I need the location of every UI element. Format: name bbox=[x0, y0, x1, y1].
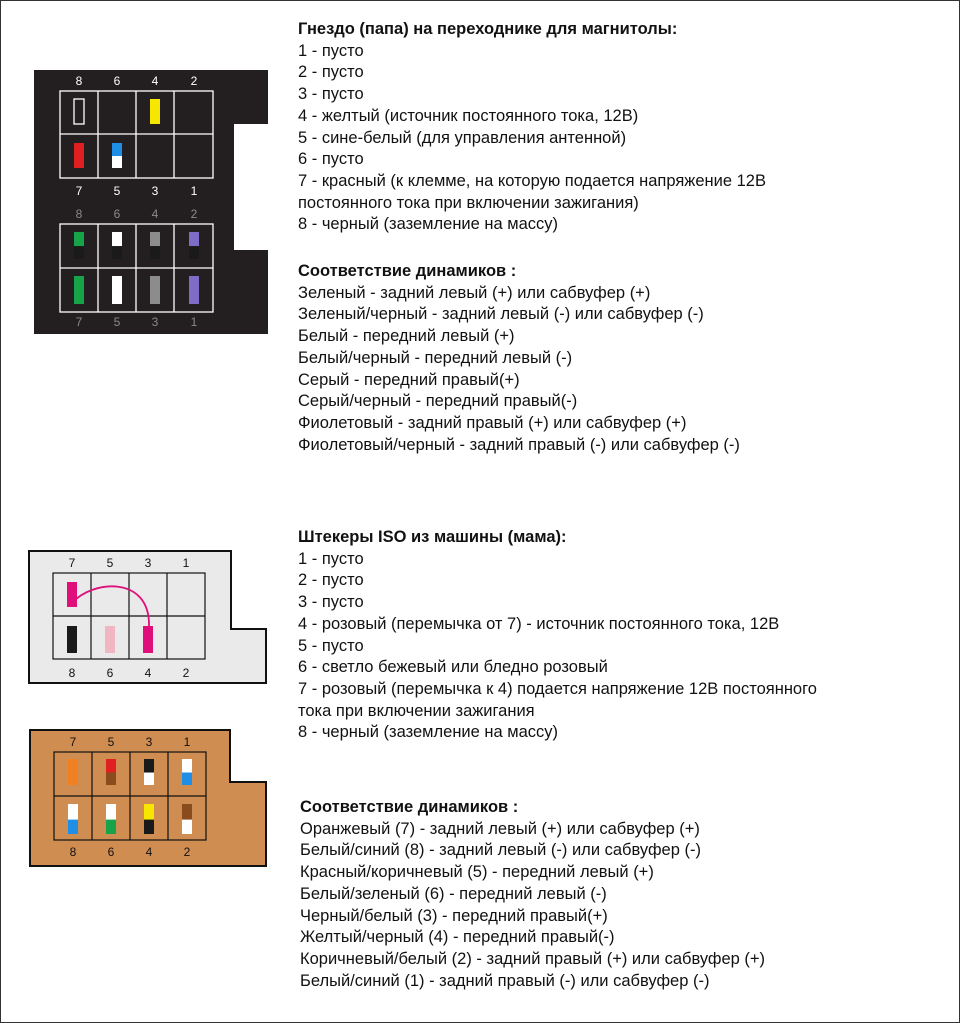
wire-marker bbox=[150, 99, 160, 124]
car-speaker-line: Белый/зеленый (6) - передний левый (-) bbox=[300, 884, 607, 903]
wire-marker bbox=[105, 626, 115, 653]
pin-number: 4 bbox=[144, 666, 152, 680]
pin-number: 3 bbox=[151, 184, 159, 198]
socket-title: Гнездо (папа) на переходнике для магнитолы: bbox=[298, 20, 678, 38]
wire-stripe bbox=[182, 773, 192, 785]
wire-stripe bbox=[68, 820, 78, 834]
wire-stripe bbox=[106, 820, 116, 834]
pin-number: 5 bbox=[113, 184, 121, 198]
plug-pin-line: 2 - пусто bbox=[298, 571, 364, 590]
pin-number: 5 bbox=[106, 556, 114, 570]
pin-number: 2 bbox=[190, 74, 198, 88]
pin-number: 8 bbox=[69, 845, 77, 859]
car-power-plug-body bbox=[29, 551, 266, 683]
wire-marker bbox=[74, 143, 84, 168]
pin-number: 7 bbox=[75, 184, 83, 198]
wire-stripe bbox=[74, 246, 84, 259]
wire-stripe bbox=[189, 246, 199, 259]
pin-number: 8 bbox=[68, 666, 76, 680]
wire-marker bbox=[143, 626, 153, 653]
wire-stripe bbox=[112, 156, 122, 168]
wire-marker bbox=[150, 276, 160, 304]
pin-number: 7 bbox=[69, 735, 77, 749]
plug-pin-line: 8 - черный (заземление на массу) bbox=[298, 723, 559, 742]
socket-pin-line: 7 - красный (к клемме, на которую подается напряжение 12В bbox=[298, 171, 766, 190]
plug-pin-line: 7 - розовый (перемычка к 4) подается напряжение 12В постоянного bbox=[298, 679, 817, 698]
pin-number: 6 bbox=[113, 207, 121, 221]
pin-number: 2 bbox=[182, 666, 190, 680]
pin-number: 1 bbox=[182, 556, 190, 570]
wire-marker bbox=[189, 276, 199, 304]
pin-number: 7 bbox=[68, 556, 76, 570]
pin-number: 1 bbox=[190, 315, 198, 329]
socket-pin-line: постоянного тока при включении зажигания) bbox=[298, 193, 639, 212]
wire-marker bbox=[67, 626, 77, 653]
socket-pin-line: 4 - желтый (источник постоянного тока, 12В) bbox=[298, 106, 639, 125]
pin-number: 8 bbox=[75, 74, 83, 88]
pin-number: 6 bbox=[113, 74, 121, 88]
wire-stripe bbox=[182, 820, 192, 834]
wire-marker bbox=[68, 759, 78, 785]
plugs-title: Штекеры ISO из машины (мама): bbox=[298, 528, 567, 546]
wire-marker bbox=[112, 276, 122, 304]
pin-number: 6 bbox=[106, 666, 114, 680]
wire-stripe bbox=[112, 246, 122, 259]
speaker-line: Фиолетовый/черный - задний правый (-) или сабвуфер (-) bbox=[298, 435, 740, 454]
plug-pin-line: 5 - пусто bbox=[298, 636, 364, 655]
plug-pin-line: 6 - светло бежевый или бледно розовый bbox=[298, 658, 608, 677]
pin-number: 6 bbox=[107, 845, 115, 859]
pin-number: 1 bbox=[190, 184, 198, 198]
socket-pin-line: 2 - пусто bbox=[298, 63, 364, 82]
socket-pin-line: 3 - пусто bbox=[298, 85, 364, 104]
wire-stripe bbox=[150, 246, 160, 259]
pin-number: 3 bbox=[144, 556, 152, 570]
wire-marker bbox=[74, 99, 84, 124]
pin-number: 2 bbox=[190, 207, 198, 221]
socket-pin-line: 1 - пусто bbox=[298, 41, 364, 60]
pin-number: 1 bbox=[183, 735, 191, 749]
plug-pin-line: 1 - пусто bbox=[298, 549, 364, 568]
speaker-line: Белый - передний левый (+) bbox=[298, 327, 515, 346]
wire-stripe bbox=[106, 773, 116, 785]
speaker-line: Зеленый - задний левый (+) или сабвуфер (+) bbox=[298, 283, 651, 302]
pin-number: 8 bbox=[75, 207, 83, 221]
car-speaker-line: Красный/коричневый (5) - передний левый (+) bbox=[300, 863, 654, 882]
car-iso-plugs-section bbox=[298, 527, 817, 744]
head-unit-socket-section bbox=[298, 19, 766, 236]
wire-stripe bbox=[144, 773, 154, 785]
pin-number: 7 bbox=[75, 315, 83, 329]
plug-pin-line: тока при включении зажигания bbox=[298, 701, 535, 720]
wire-stripe bbox=[144, 820, 154, 834]
car-speakers-title: Соответствие динамиков : bbox=[300, 798, 519, 816]
socket-pin-line: 8 - черный (заземление на массу) bbox=[298, 215, 559, 234]
head-unit-connector bbox=[34, 70, 268, 334]
car-speaker-line: Белый/синий (1) - задний правый (-) или сабвуфер (-) bbox=[300, 971, 710, 990]
speaker-line: Серый/черный - передний правый(-) bbox=[298, 392, 578, 411]
pin-number: 5 bbox=[113, 315, 121, 329]
wire-marker bbox=[67, 582, 77, 607]
pin-number: 4 bbox=[151, 74, 159, 88]
car-speaker-plug bbox=[30, 730, 266, 866]
pin-number: 3 bbox=[145, 735, 153, 749]
pin-number: 5 bbox=[107, 735, 115, 749]
speaker-line: Фиолетовый - задний правый (+) или сабвуфер (+) bbox=[298, 413, 687, 432]
speaker-line: Серый - передний правый(+) bbox=[298, 370, 520, 389]
car-speaker-line: Белый/синий (8) - задний левый (-) или сабвуфер (-) bbox=[300, 841, 701, 860]
car-speaker-line: Коричневый/белый (2) - задний правый (+) или сабвуфер (+) bbox=[300, 949, 766, 968]
pin-number: 2 bbox=[183, 845, 191, 859]
car-speaker-line: Оранжевый (7) - задний левый (+) или сабвуфер (+) bbox=[300, 819, 700, 838]
plug-pin-line: 3 - пусто bbox=[298, 593, 364, 612]
socket-pin-line: 5 - сине-белый (для управления антенной) bbox=[298, 128, 627, 147]
head-unit-speakers-section bbox=[298, 261, 740, 456]
speakers-title: Соответствие динамиков : bbox=[298, 262, 517, 280]
plug-pin-line: 4 - розовый (перемычка от 7) - источник постоянного тока, 12В bbox=[298, 614, 780, 633]
car-iso-speakers-section bbox=[300, 797, 765, 992]
speaker-line: Зеленый/черный - задний левый (-) или сабвуфер (-) bbox=[298, 305, 704, 324]
pin-number: 4 bbox=[151, 207, 159, 221]
pin-number: 4 bbox=[145, 845, 153, 859]
car-speaker-line: Черный/белый (3) - передний правый(+) bbox=[300, 906, 608, 925]
car-speaker-line: Желтый/черный (4) - передний правый(-) bbox=[300, 928, 615, 947]
wire-marker bbox=[74, 276, 84, 304]
speaker-line: Белый/черный - передний левый (-) bbox=[298, 348, 573, 367]
socket-pin-line: 6 - пусто bbox=[298, 150, 364, 169]
pin-number: 3 bbox=[151, 315, 159, 329]
car-power-plug bbox=[29, 551, 266, 683]
